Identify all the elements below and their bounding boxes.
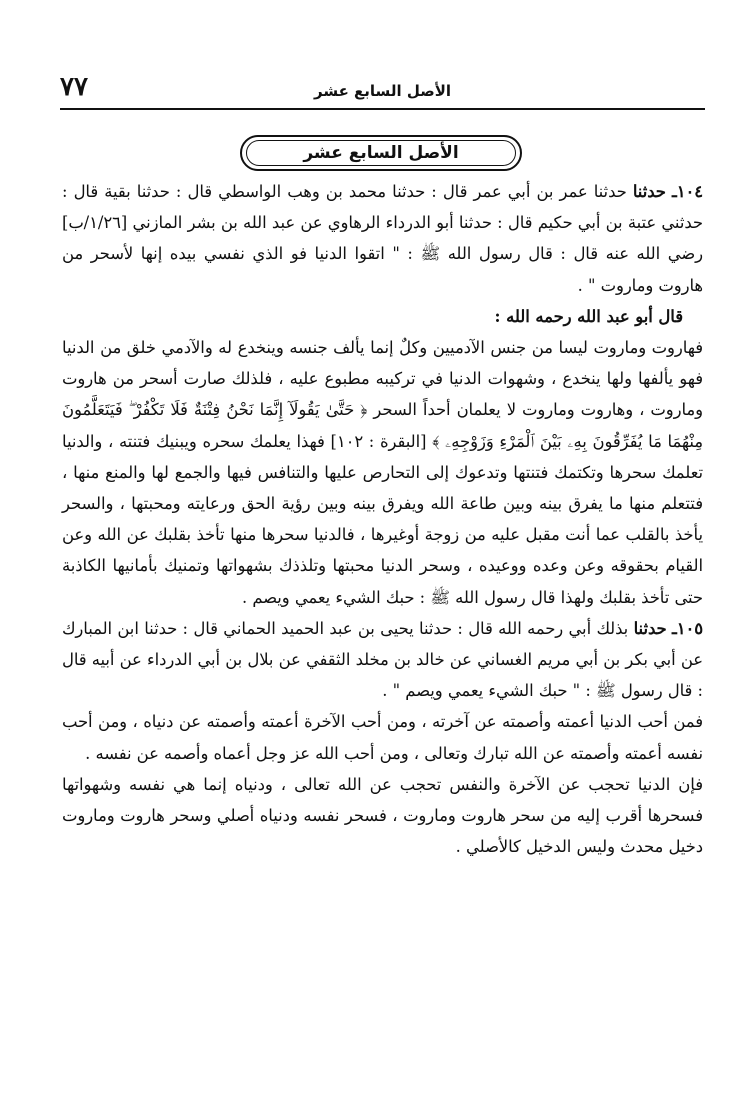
paragraph-hadith-105 [62,613,703,707]
hadith-number: ١٠٤ـ [671,182,703,201]
header-rule [60,108,705,110]
paragraph-commentary-2: فمن أحب الدنيا أعمته وأصمته عن آخرته ، ومن أحب الآخرة أعمته وأصمته عن دنياه ، ومن أحب نفسه أعمته وأصمته عن الله تبارك وتعالى ، ومن أحب الله عز وجل أعماه وأصمه عن نفسه . [62,712,703,763]
narration-label: حدثنا [633,618,667,638]
hadith-number: ١٠٥ـ [671,618,703,638]
body-text [62,176,703,862]
paragraph-commentary-1: فهاروت وماروت ليسا من جنس الآدميين وكلٌ إنما يألف جنسه وينخدع له والآدمي خلق من الدنيا فهو يألفها ولها ينخدع ، وشهوات الدنيا في تركيبه مطبوع عليه ، فلذلك صارت أسحر من هاروت وماروت ، وهاروت وماروت لا يعلمان أحداً السحر ﴿ حَتَّىٰ يَقُولَآ إِنَّمَا نَحْنُ فِتْنَةٌ فَلَا تَكْفُرْ ۖ فَيَتَعَلَّمُونَ مِنْهُمَا مَا يُفَرِّقُونَ بِهِۦ بَيْنَ ٱلْمَرْءِ وَزَوْجِهِۦ ﴾ [البقرة : ١٠٢] فهذا يعلمك سحره ويبنيك فتنته ، والدنيا تعلمك سحرها وتكتمك فتنتها وتدعوك إلى التحارص عليها والتنافس فيها والجمع لها والمنع منها ، فتتعلم منها ما يفرق بينه وبين طاعة الله ويفرق بينه وبين رؤية الحق ورعايته ومحبتها ، والسحر يأخذ بالقلب عما أنت مقبل عليه من زوجة أوغيرها ، فالدنيا سحرها منها تأخذ بقلبك عن الله وعن القيام بحقوقه وعن وعده ووعيده ، وسحر الدنيا محبتها وتلذذك بشهواتها وتمنيك بأمانيها الكاذبة حتى تأخذ بقلبك ولهذا قال رسول الله ﷺ : حبك الشيء يعمي ويصم . [62,338,704,607]
running-head: الأصل السابع عشر [313,82,452,100]
chapter-title: الأصل السابع عشر [303,143,459,163]
paragraph-commentary-3: فإن الدنيا تحجب عن الآخرة والنفس تحجب عن الله تعالى ، ودنياه إنما هي نفسه وشهواتها فسحرها أقرب إليه من سحر هاروت وماروت ، فسحر نفسه ودنياه أصلي وسحر هاروت وماروت دخيل محدث وليس الدخيل كالأصلي . [62,774,703,857]
speaker-line: قال أبو عبد الله رحمه الله : [494,306,683,326]
paragraph-hadith-104 [62,176,703,301]
narration-label: حدثنا [632,182,666,201]
page-header [60,68,705,108]
paragraph-text: بذلك أبي رحمه الله قال : حدثنا يحيى بن عبد الحميد الحماني قال : حدثنا ابن المبارك عن أبي بكر بن أبي مريم الغساني عن خالد بن مخلد الثقفي عن بلال بن أبي الدرداء عن أبيه قال : قال رسول ﷺ : " حبك الشيء يعمي ويصم " . [62,618,703,701]
paragraph-text: حدثنا عمر بن أبي عمر قال : حدثنا محمد بن وهب الواسطي قال : حدثنا بقية قال : حدثني عتبة بن أبي حكيم قال : حدثنا أبو الدرداء الرهاوي عن عبد الله بن بشر المازني [١/٢٦/ب] رضي الله عنه قال : قال رسول الله ﷺ : " اتقوا الدنيا فو الذي نفسي بيده إنها لأسحر من هاروت وماروت " . [62,182,703,295]
page-number: ٧٧ [60,72,88,102]
chapter-title-box [240,135,522,171]
